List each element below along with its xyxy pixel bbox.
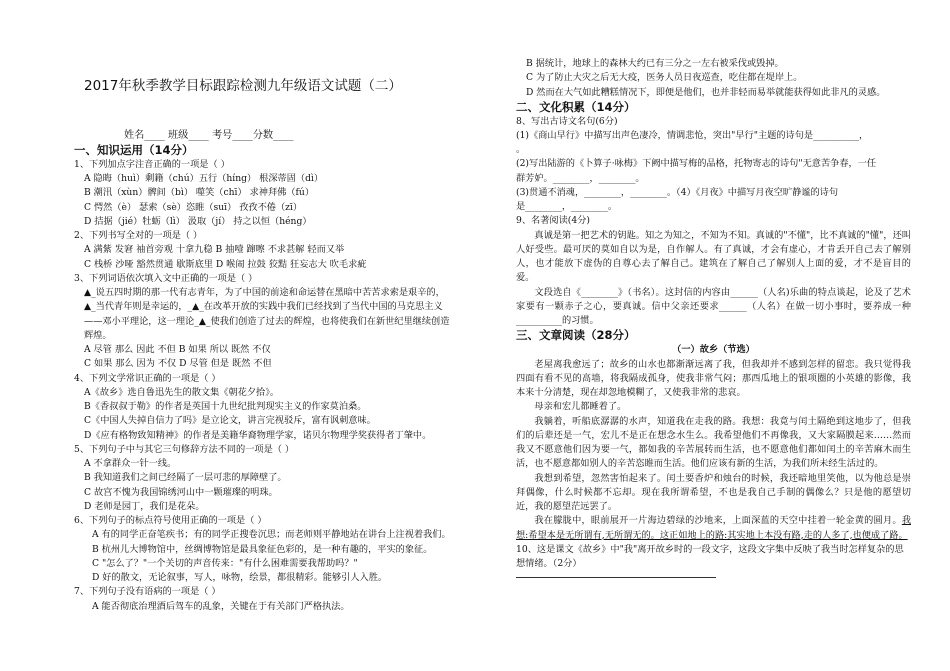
left-question-lines — [74, 158, 476, 614]
q9-question: 文段选自《________》（书名）。这封信的内容由______（人名)乐曲的特点谈起，论及了艺术家要有一颗赤子之心，要真诚。信中父亲还要求______（人名）在做一切小事时，要养成一种__________的习惯。 — [516, 286, 911, 327]
option-line: D 然而在大气如此糟糕情况下，即便是他们，也并非轻而易举就能获得如此非凡的灵感。 — [526, 86, 886, 98]
passage-paragraph: 老屋离我愈远了；故乡的山水也都渐渐远离了我，但我却并不感到怎样的留恋。我只觉得我四面有看不见的高墙，将我隔成孤身，使我非常气闷；那西瓜地上的银项圈的小英雄的影像，我本来十分清楚，现在却忽地模糊了，又使我非常的悲哀。 — [516, 358, 911, 399]
poetry-line: 8、写出古诗文名句(6分) — [516, 115, 618, 127]
passage-paragraph: 母亲和宏儿都睡着了。 — [534, 401, 627, 413]
question-line: D 好的散文，无论叙事，写人，咏物，绘景，都很精彩。能够引人入胜。 — [92, 572, 388, 584]
question-line: C "怎么了？"一个关切的声音传来："有什么困难需要我帮助吗？" — [92, 557, 358, 569]
question-line: ——邓小平理论，这一理论_▲_使我们创造了过去的辉煌，也将使我们在新世纪里继续创造 — [84, 315, 450, 327]
q8-lines — [516, 115, 911, 229]
question-line: A 隐晦（huì）剩籍（chú）五行（híng） 根深蒂固（dì） — [84, 173, 324, 185]
option-line: B 据统计，地球上的森林大约已有三分之一左右被采伐或毁掉。 — [526, 58, 784, 69]
q9-passage: 真诚是第一把艺术的钥匙。知之为知之，不知为不知。真诚的"不懂"，比不真诚的"懂"，还叫人好受些。最可厌的莫如自以为是，自作解人。有了真诚，才会有虚心，才肯丢开自己去了解别人，也才能放下虚伪的自尊心去了解自己。建筑在了解自己了解别人上面的爱，才不是盲目的爱。 — [516, 229, 911, 284]
question-stem: 6、下列句子的标点符号使用正确的一项是（ ） — [74, 515, 267, 527]
passage-last-text: 我在朦胧中，眼前展开一片海边碧绿的沙地来，上面深蓝的天空中挂着一轮金黄的圆月。 — [534, 515, 902, 527]
question-stem: 1、下列加点字注音正确的一项是（ ） — [74, 158, 230, 170]
section-3-heading: 三、文章阅读（28分） — [516, 328, 636, 343]
passage-paragraph: 我想到希望，忽然害怕起来了。闰土要香炉和烛台的时候，我还暗地里笑他，以为他总是崇拜偶像，什么时候都不忘却。现在我所谓希望，不也是我自己手制的偶像么？只是他的愿望切近，我的愿望茫远罢了。 — [516, 472, 911, 513]
question-stem: 3、下列词语依次填入文中正确的一项是（ ） — [74, 272, 258, 284]
question-stem: 5、下列句子中与其它三句修辞方法不同的一项是（ ） — [74, 443, 295, 455]
question-line: A《故乡》选自鲁迅先生的散文集《朝花夕拾》。 — [84, 386, 279, 398]
answer-line[interactable] — [516, 577, 716, 578]
student-info-line: 姓名____ 班级____ 考号____分数____ — [124, 130, 294, 141]
question-stem: 4、下列文学常识正确的一项是（ ） — [74, 372, 221, 384]
section-1-heading: 一、知识运用（14分） — [74, 143, 194, 157]
question-line: C 愕然（è） 瑟索（sè）恣睢（suī） 孜孜不倦（zī） — [84, 201, 303, 213]
question-line: C 如果 那么 因为 不仅 D 尽管 但是 既然 不但 — [84, 358, 272, 370]
question-line: C 故宫不愧为我国锦绣河山中一颗璀璨的明珠。 — [84, 486, 278, 498]
question-line: D 老师是园丁，我们是花朵。 — [84, 500, 205, 512]
option-line: C 为了防止大灾之后无大疫，医务人员日夜巡查，吃住都在堤岸上。 — [526, 72, 803, 84]
passage-last-paragraph — [516, 514, 911, 543]
question-line: ▲_说五四时期的那一代有志青年，为了中国的前途和命运替在黑暗中苦苦求索是艰辛的， — [84, 287, 445, 299]
question-line: B 潮汛（xùn）髀间（bì） 噬笑（chī） 求神拜佛（fú） — [84, 187, 315, 199]
right-body — [516, 57, 911, 578]
question-line: A 有的同学正奋笔疾书；有的同学正搜卷沉思；而老师则平静地站在讲台上注视着我们。 — [92, 529, 451, 541]
question-line: D《应有格物致知精神》的作者是美籍华裔物理学家，诺贝尔物理学奖获得者丁肇中。 — [84, 429, 432, 441]
underlined-sentence: 我想:希望本是无所谓有,无所谓无的。这正如地上的路:其实地上本没有路,走的人多了,也便成了路。 — [516, 515, 911, 541]
question-line: A 不拿群众一针一线。 — [84, 458, 177, 470]
question-line: B 杭州儿大博物馆中，丝绸博物馆是最具象征色彩的，是一种有趣的，平实的象征。 — [92, 543, 433, 555]
question-line: A 尽管 那么 因此 不但 B 如果 所以 既然 不仅 — [84, 344, 271, 356]
question-line: ▲_当代青年则是幸运的，_▲_在改革开放的实践中我们已经找到了当代中国的马克思主义 — [84, 301, 443, 313]
question-line: A 满紫 发窘 袖首旁观 十拿九稳 B 抽噎 蹿嚓 不求甚解 轻而又举 — [84, 244, 345, 256]
question-stem: 7、下列句子没有语病的一项是（ ） — [74, 586, 221, 598]
question-line: D 拮据（jié）牡蛎（lì） 汲取（jí） 持之以恒（héng） — [84, 215, 312, 227]
question-line: B 我知道我们之间已经隔了一层可悲的厚障壁了。 — [84, 472, 287, 484]
poetry-line: 。 — [516, 144, 526, 156]
poetry-line: (1)《商山早行》中描写出声色凄冷，情调悲怆，突出"早行"主题的诗句是__________， — [516, 129, 869, 141]
q7-options-continued — [516, 57, 911, 100]
question-line: B《香叔叔于勒》的作者是英国十九世纪批判现实主义的作家莫泊桑。 — [84, 401, 367, 413]
poetry-line: (3)贯通不消魂，________，________。（4）《月夜》中描写月夜空旷静谧的诗句 — [516, 186, 839, 198]
question-stem: 2、下列书写全对的一项是（ ） — [74, 230, 203, 242]
question-line: 辉煌。 — [84, 329, 112, 341]
passage-paragraphs — [516, 358, 911, 515]
poetry-line: 群芳妒。________，________。 — [516, 172, 645, 184]
exam-title: 2017年秋季教学目标跟踪检测九年级语文试题（二） — [84, 78, 402, 94]
passage-paragraph: 我躺着，听船底潺潺的水声，知道我在走我的路。我想：我竟与闰土隔绝到这地步了，但我们的后辈还是一气，宏儿不是正在想念水生么。我希望他们不再像我，又大家隔膜起来……然而我又不愿意他们因为要一气，都如我的辛苦展转而生活，也不愿意他们都如闰土的辛苦麻木而生活，也不愿意都如别人的辛苦恣睢而生活。他们应该有新的生活，为我们所未经生活过的。 — [516, 415, 911, 470]
section-2-heading: 二、文化积累（14分） — [516, 99, 636, 114]
question-line: C 栈桥 沙哑 豁然贯通 歇斯底里 D 喉闹 拉鼓 狡黠 狂妄志大 吹毛求疵 — [84, 258, 367, 270]
poetry-line: 是________，________。 — [516, 201, 618, 213]
passage-subtitle: （一）故乡（节选） — [672, 344, 755, 356]
question-line: C《中国人失掉自信力了吗》是立论文，讲言完视驳斥，富有讽刺意味。 — [84, 415, 376, 427]
question-10: 10、这是课文《故乡》中"我"离开故乡时的一段文字，这段文字集中反映了我当时怎样复杂的思想情绪。（2分） — [516, 543, 904, 570]
question-line: A 能否彻底治理酒后驾车的乱象，关键在于有关部门严格执法。 — [92, 600, 350, 612]
poetry-line: 9、名著阅读(4分) — [516, 215, 590, 227]
left-body — [74, 143, 476, 614]
poetry-line: (2)写出陆游的《卜算子·咏梅》下阙中描写梅的品格，托物寄志的诗句"无意苦争春，一任 — [516, 158, 877, 170]
